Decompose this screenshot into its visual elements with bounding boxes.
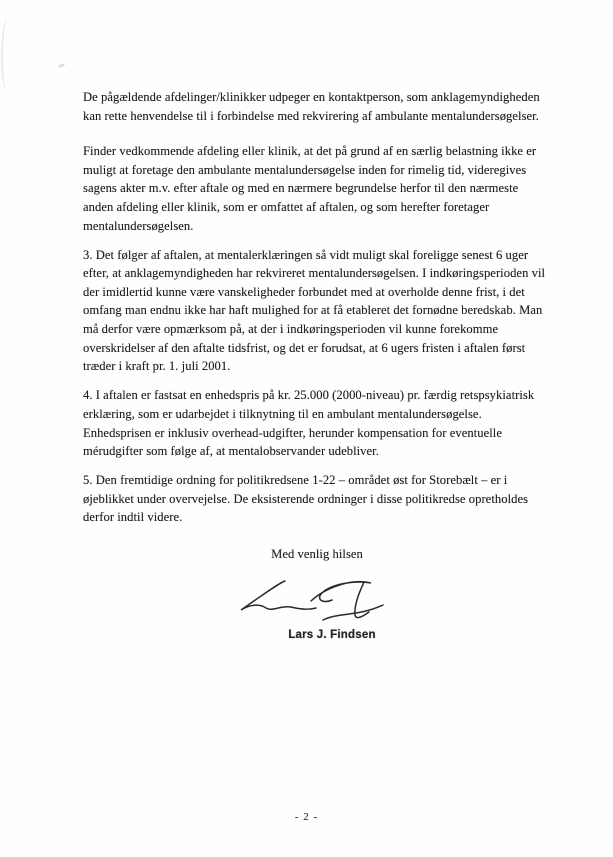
- paragraph: Finder vedkommende afdeling eller klinik, at det på grund af en særlig belastning ikke er muligt at foretage den ambulante mentalundersøgelse inden for rimelig tid, videregives sagens akter m.v. efter aftale og med en nærmere begrundelse herfor til den nærmeste anden afdeling eller klinik, som er omfattet af aftalen, og som herefter foretager mentalundersøgelsen.: [83, 144, 537, 233]
- paragraph-item-5: 5. Den fremtidige ordning for politikredsene 1-22 – området øst for Storebælt – er i øjeblikket under overvejelse. De eksisterende ordninger i disse politikredse opretholdes derfor indtil videre.: [83, 473, 529, 525]
- signature-block: [83, 545, 551, 645]
- page-number: - 2 -: [294, 811, 319, 823]
- paragraph: De pågældende afdelinger/klinikker udpeger en kontaktperson, som anklagemyndigheden kan rette henvendelse til i forbindelse med rekvirering af ambulante mentalundersøgelser.: [83, 90, 540, 123]
- signatory-name: Lars J. Findsen: [288, 629, 376, 642]
- closing-salutation: Med venlig hilsen: [271, 546, 363, 561]
- scan-artifact: [1, 18, 13, 88]
- paragraph-item-3: 3. Det følger af aftalen, at mentalerklæringen så vidt muligt skal foreligge senest 6 uger efter, at anklagemyndigheden har rekvireret mentalundersøgelsen. I indkøringsperioden vil der imidlertid kunne være vanskeligheder forbundet med at overholde denne frist, i det omfang man endnu ikke har haft mulighed for at få etableret det fornødne beredskab. Man må derfor være opmærksom på, at der i indkøringsperioden vil kunne forekomme overskridelser af den aftalte tidsfrist, og det er forudsat, at 6 ugers fristen i aftalen først træder i kraft pr. 1. juli 2001.: [83, 247, 546, 374]
- document-body: [83, 88, 551, 645]
- scan-artifact: [58, 63, 66, 68]
- paragraph-item-4: 4. I aftalen er fastsat en enhedspris på kr. 25.000 (2000-niveau) pr. færdig retspsykiatrisk erklæring, som er udarbejdet i tilknytning til en ambulant mentalundersøgelse. Enhedsprisen er inklusiv overhead-udgifter, herunder kompensation for eventuelle mérudgifter som følge af, at mentalobservander udebliver.: [83, 388, 535, 459]
- handwritten-signature: [223, 574, 385, 624]
